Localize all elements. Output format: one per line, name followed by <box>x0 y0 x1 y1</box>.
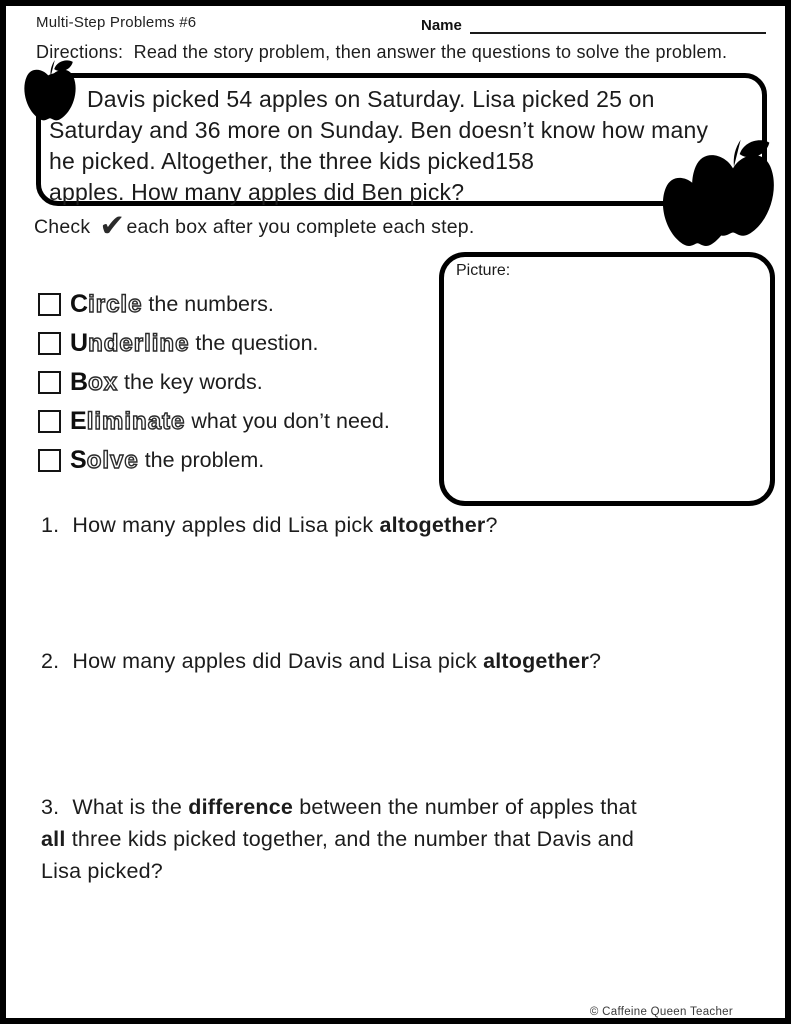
step-checkbox[interactable] <box>38 293 61 316</box>
checklist-item <box>38 285 390 324</box>
keyword-initial: B <box>70 368 89 396</box>
question-number: 2. <box>41 649 60 673</box>
step-checkbox[interactable] <box>38 332 61 355</box>
check-instruction-pre: Check <box>34 216 91 238</box>
checklist-item <box>38 402 390 441</box>
copyright-credit: © Caffeine Queen Teacher <box>589 1006 733 1018</box>
directions-text: Directions: Read the story problem, then answer the questions to solve the problem. <box>36 42 728 62</box>
keyword-outline: ox <box>88 368 119 396</box>
step-checkbox[interactable] <box>38 410 61 433</box>
step-text: the question. <box>189 331 319 355</box>
keyword-outline: liminate <box>86 407 186 435</box>
question-number: 3. <box>41 795 60 819</box>
story-line: Saturday and 36 more on Sunday. Ben doesn’t know how many <box>49 117 709 143</box>
question-3 <box>41 791 653 887</box>
picture-label: Picture: <box>456 262 511 279</box>
step-text: the key words. <box>118 370 263 394</box>
keyword-outline: olve <box>86 446 139 474</box>
step-text: the numbers. <box>142 292 274 316</box>
check-instruction-post: each box after you complete each step. <box>126 216 475 238</box>
step-text: the problem. <box>138 448 265 472</box>
keyword-initial: E <box>70 407 87 435</box>
story-line: he picked. Altogether, the three kids picked158 <box>49 148 535 174</box>
cubes-checklist <box>38 285 390 480</box>
step-checkbox[interactable] <box>38 449 61 472</box>
keyword-outline: nderline <box>88 329 190 357</box>
question-text: What is the difference between the number of apples that all three kids picked together, and the number that Davis and Lisa picked? <box>41 795 637 883</box>
checklist-item <box>38 441 390 480</box>
name-field <box>421 17 766 34</box>
checklist-item <box>38 324 390 363</box>
story-line: apples. How many apples did Ben pick? <box>49 179 465 205</box>
question-1 <box>41 509 498 541</box>
worksheet-title: Multi-Step Problems #6 <box>36 14 197 31</box>
name-input-line[interactable] <box>470 18 766 34</box>
step-text: what you don’t need. <box>185 409 390 433</box>
question-text: How many apples did Davis and Lisa pick altogether? <box>72 649 602 673</box>
keyword-initial: C <box>70 290 89 318</box>
question-text: How many apples did Lisa pick altogether? <box>72 513 498 537</box>
checklist-item <box>38 363 390 402</box>
check-instruction <box>34 207 475 243</box>
apple-icon <box>20 56 80 126</box>
checkmark-icon: ✔ <box>99 207 126 243</box>
apple-icon <box>650 160 745 253</box>
question-number: 1. <box>41 513 60 537</box>
keyword-outline: ircle <box>88 290 143 318</box>
picture-box[interactable] <box>439 252 775 506</box>
keyword-initial: U <box>70 329 89 357</box>
keyword-initial: S <box>70 446 87 474</box>
question-2 <box>41 645 601 677</box>
story-line: Davis picked 54 apples on Saturday. Lisa picked 25 on <box>87 86 655 112</box>
name-label: Name <box>421 17 462 34</box>
step-checkbox[interactable] <box>38 371 61 394</box>
